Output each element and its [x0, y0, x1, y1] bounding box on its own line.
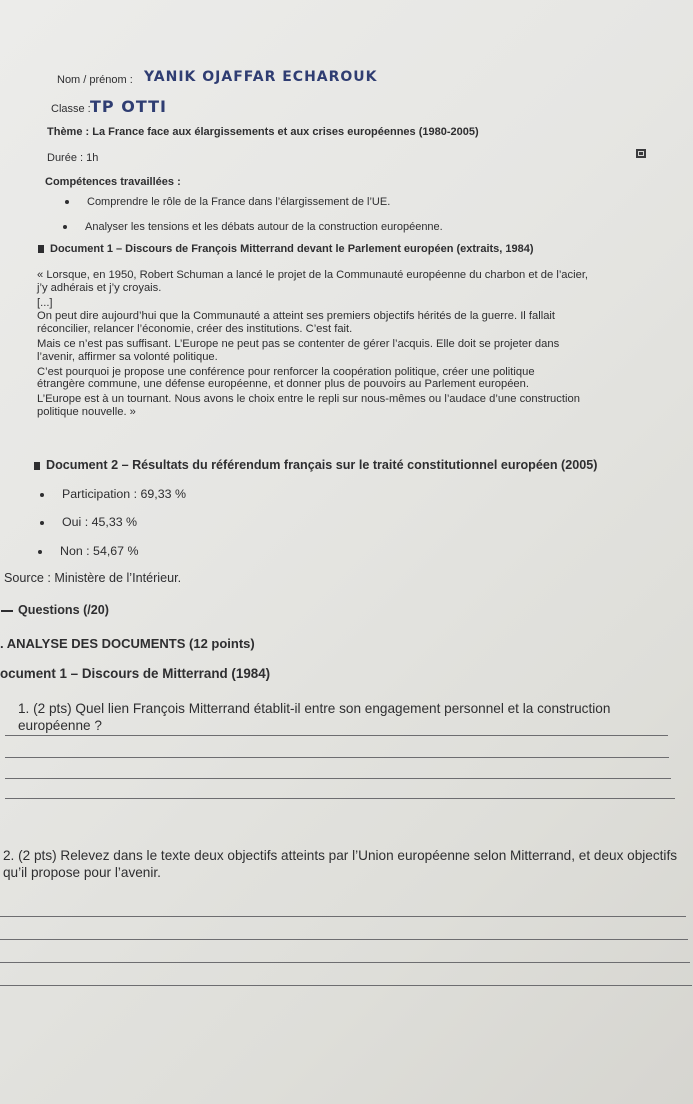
- quote-line: L’Europe est à un tournant. Nous avons le choix entre le repli sur nous-mêmes ou l’audace d’une construction: [37, 393, 580, 406]
- skill-item: [65, 196, 390, 208]
- quote-line: étrangère commune, une défense européenne, et donner plus de pouvoirs au Parlement européen.: [37, 378, 529, 391]
- answer-line[interactable]: [0, 916, 686, 917]
- stat-participation: [40, 487, 186, 501]
- quote-line: j’y adhérais et j’y croyais.: [37, 281, 162, 294]
- document1-quote: [37, 269, 647, 419]
- stat-text: Non : 54,67 %: [60, 544, 139, 558]
- name-label: Nom / prénom :: [57, 74, 133, 86]
- quote-line: l’avenir, affirmer sa volonté politique.: [37, 350, 218, 363]
- questions-title-text: Questions (/20): [18, 603, 109, 617]
- quote-line: « Lorsque, en 1950, Robert Schuman a lancé le projet de la Communauté européenne du charbon et de l’acier,: [37, 269, 589, 281]
- bullet-icon: [38, 550, 42, 554]
- image-icon: [636, 149, 646, 158]
- quote-line: C’est pourquoi je propose une conférence pour renforcer la coopération politique, créer une politique: [37, 365, 535, 378]
- square-bullet-icon: [34, 462, 40, 470]
- doc1-heading: ocument 1 – Discours de Mitterrand (1984): [0, 666, 271, 681]
- answer-line[interactable]: [5, 735, 668, 736]
- quote-line: Mais ce n’est pas suffisant. L’Europe ne peut pas se contenter de gérer l’acquis. Elle doit se projeter dans: [37, 337, 560, 350]
- bullet-icon: [40, 493, 44, 497]
- quote-line: réconcilier, relancer l’économie, créer des institutions. C’est fait.: [37, 323, 353, 336]
- duration-line: Durée : 1h: [47, 152, 99, 164]
- question-1: 1. (2 pts) Quel lien François Mitterrand établit-il entre son engagement personnel et la construction européenne ?: [18, 701, 611, 733]
- theme-line: Thème : La France face aux élargissements et aux crises européennes (1980-2005): [47, 126, 479, 138]
- document2-title-text: Document 2 – Résultats du référendum français sur le traité constitutionnel européen (2005): [46, 458, 598, 472]
- question-2: 2. (2 pts) Relevez dans le texte deux objectifs atteints par l’Union européenne selon Mitterrand, et deux objectifs qu’il propose pour l’avenir.: [3, 848, 678, 880]
- document2-source: Source : Ministère de l’Intérieur.: [4, 571, 182, 585]
- skill-item: [63, 221, 443, 233]
- stat-text: Participation : 69,33 %: [62, 487, 186, 501]
- bullet-icon: [40, 521, 44, 525]
- answer-line[interactable]: [5, 757, 669, 758]
- skill-text: Analyser les tensions et les débats autour de la construction européenne.: [85, 221, 443, 233]
- questions-title: [1, 603, 109, 617]
- bullet-icon: [63, 225, 67, 229]
- stat-text: Oui : 45,33 %: [62, 515, 138, 529]
- document2-title: [34, 458, 597, 472]
- skills-title: Compétences travaillées :: [45, 176, 181, 188]
- name-handwritten: YANIK OJAFFAR ECHAROUK: [144, 69, 378, 85]
- quote-line: On peut dire aujourd’hui que la Communauté a atteint ses premiers objectifs hérités de la guerre. Il fallait: [37, 310, 556, 323]
- answer-line[interactable]: [0, 985, 692, 986]
- part1-title: . ANALYSE DES DOCUMENTS (12 points): [0, 636, 255, 651]
- document1-title: [38, 243, 534, 255]
- stat-no: [38, 544, 139, 558]
- stat-yes: [40, 515, 137, 529]
- quote-line: politique nouvelle. »: [37, 405, 136, 418]
- bullet-icon: [65, 200, 69, 204]
- document1-title-text: Document 1 – Discours de François Mitterrand devant le Parlement européen (extraits, 1984): [50, 243, 534, 255]
- answer-line[interactable]: [0, 939, 688, 940]
- dash-icon: [1, 610, 13, 612]
- skill-text: Comprendre le rôle de la France dans l’élargissement de l’UE.: [87, 196, 391, 208]
- answer-line[interactable]: [5, 778, 671, 779]
- quote-line: [...]: [37, 296, 53, 309]
- answer-line[interactable]: [0, 962, 690, 963]
- class-handwritten: TP OTTI: [90, 97, 167, 116]
- answer-line[interactable]: [5, 798, 675, 799]
- class-label: Classe :: [51, 103, 91, 115]
- square-bullet-icon: [38, 245, 44, 253]
